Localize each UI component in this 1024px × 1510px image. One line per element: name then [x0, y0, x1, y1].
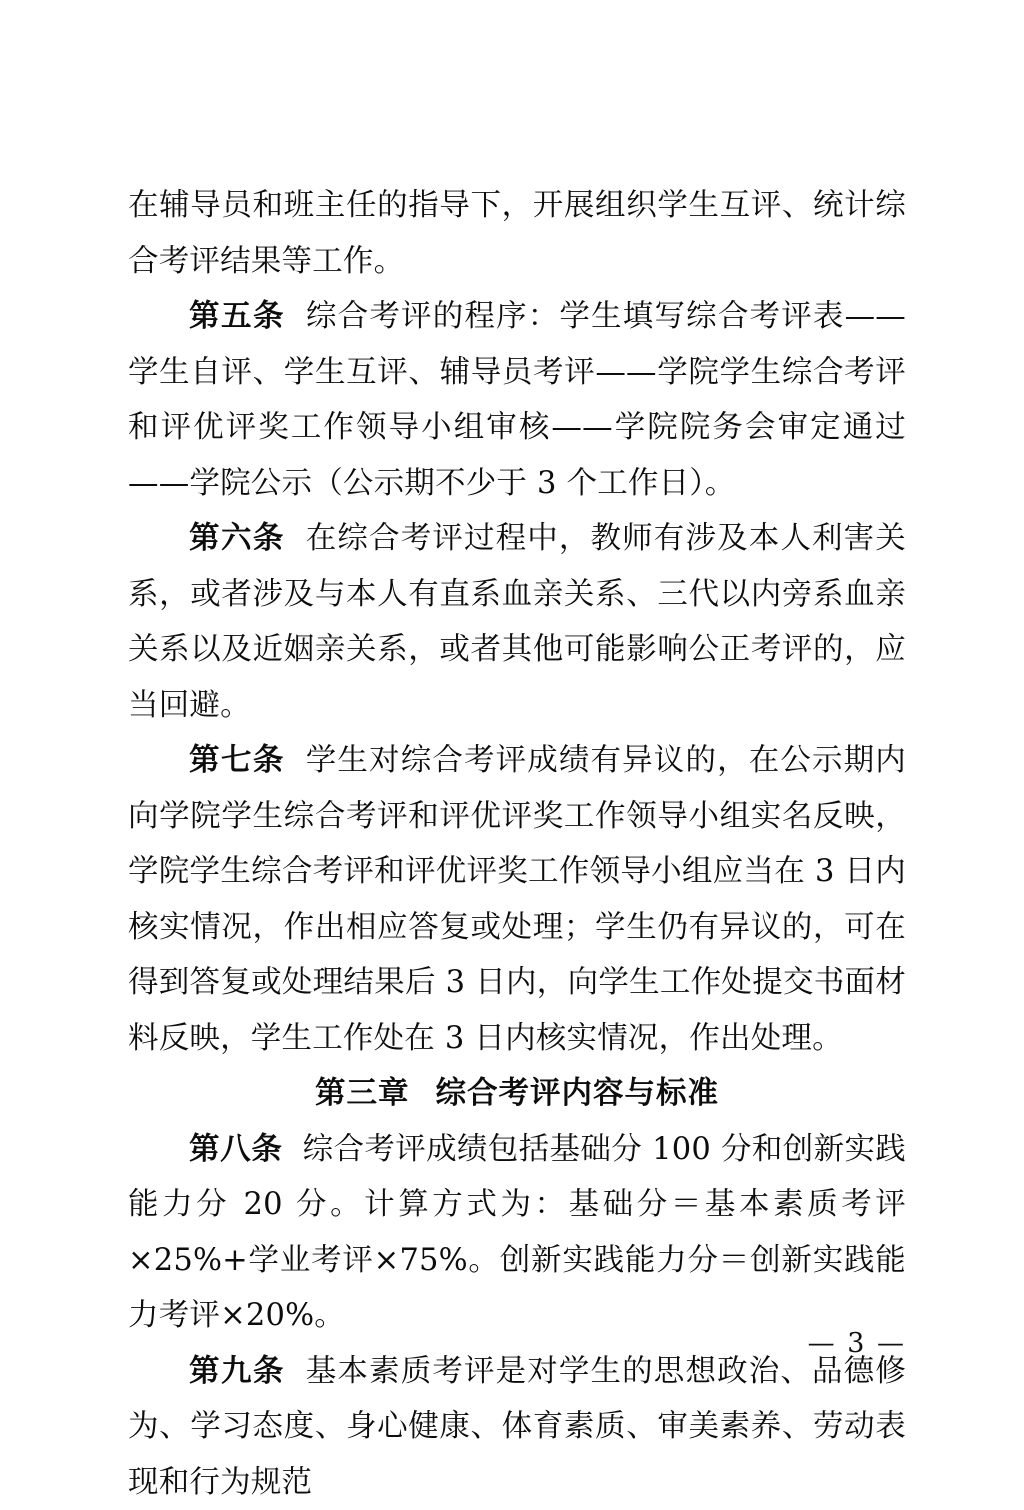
paragraph-article-6	[128, 511, 906, 733]
article-text-5: 综合考评的程序：学生填写综合考评表——学生自评、学生互评、辅导员考评——学院学生综合考评和评优评奖工作领导小组审核——学院院务会审定通过——学院公示（公示期不少于 3 个工作日）。	[128, 299, 906, 501]
article-label-8: 第八条	[189, 1132, 282, 1167]
article-label-6: 第六条	[189, 521, 285, 556]
article-text-9: 基本素质考评是对学生的思想政治、品德修为、学习态度、身心健康、体育素质、审美素养、劳动表现和行为规范	[128, 1354, 906, 1500]
chapter-title: 综合考评内容与标准	[436, 1076, 720, 1111]
paragraph-article-7	[128, 733, 906, 1066]
paragraph-article-9	[128, 1344, 906, 1510]
article-text-8: 综合考评成绩包括基础分 100 分和创新实践能力分 20 分。计算方式为：基础分＝基本素质考评×25%+学业考评×75%。创新实践能力分＝创新实践能力考评×20%。	[128, 1132, 906, 1334]
document-body	[128, 178, 906, 1510]
article-text-6: 在综合考评过程中，教师有涉及本人利害关系，或者涉及与本人有直系血亲关系、三代以内旁系血亲关系以及近姻亲关系，或者其他可能影响公正考评的，应当回避。	[128, 521, 906, 723]
article-label-5: 第五条	[189, 299, 285, 334]
article-text-7: 学生对综合考评成绩有异议的，在公示期内向学院学生综合考评和评优评奖工作领导小组实名反映，学院学生综合考评和评优评奖工作领导小组应当在 3 日内核实情况，作出相应答复或处理；学生仍有异议的，可在得到答复或处理结果后 3 日内，向学生工作处提交书面材料反映，学生工作处在 3 日内核实情况，作出处理。	[128, 743, 906, 1056]
paragraph-continuation: 在辅导员和班主任的指导下，开展组织学生互评、统计综合考评结果等工作。	[128, 178, 906, 289]
chapter-heading-3	[128, 1066, 906, 1122]
paragraph-article-5	[128, 289, 906, 511]
chapter-label: 第三章	[315, 1076, 410, 1111]
page-number: — 3 —	[808, 1328, 906, 1359]
article-label-7: 第七条	[189, 743, 285, 778]
paragraph-article-8	[128, 1122, 906, 1344]
article-label-9: 第九条	[189, 1354, 285, 1389]
